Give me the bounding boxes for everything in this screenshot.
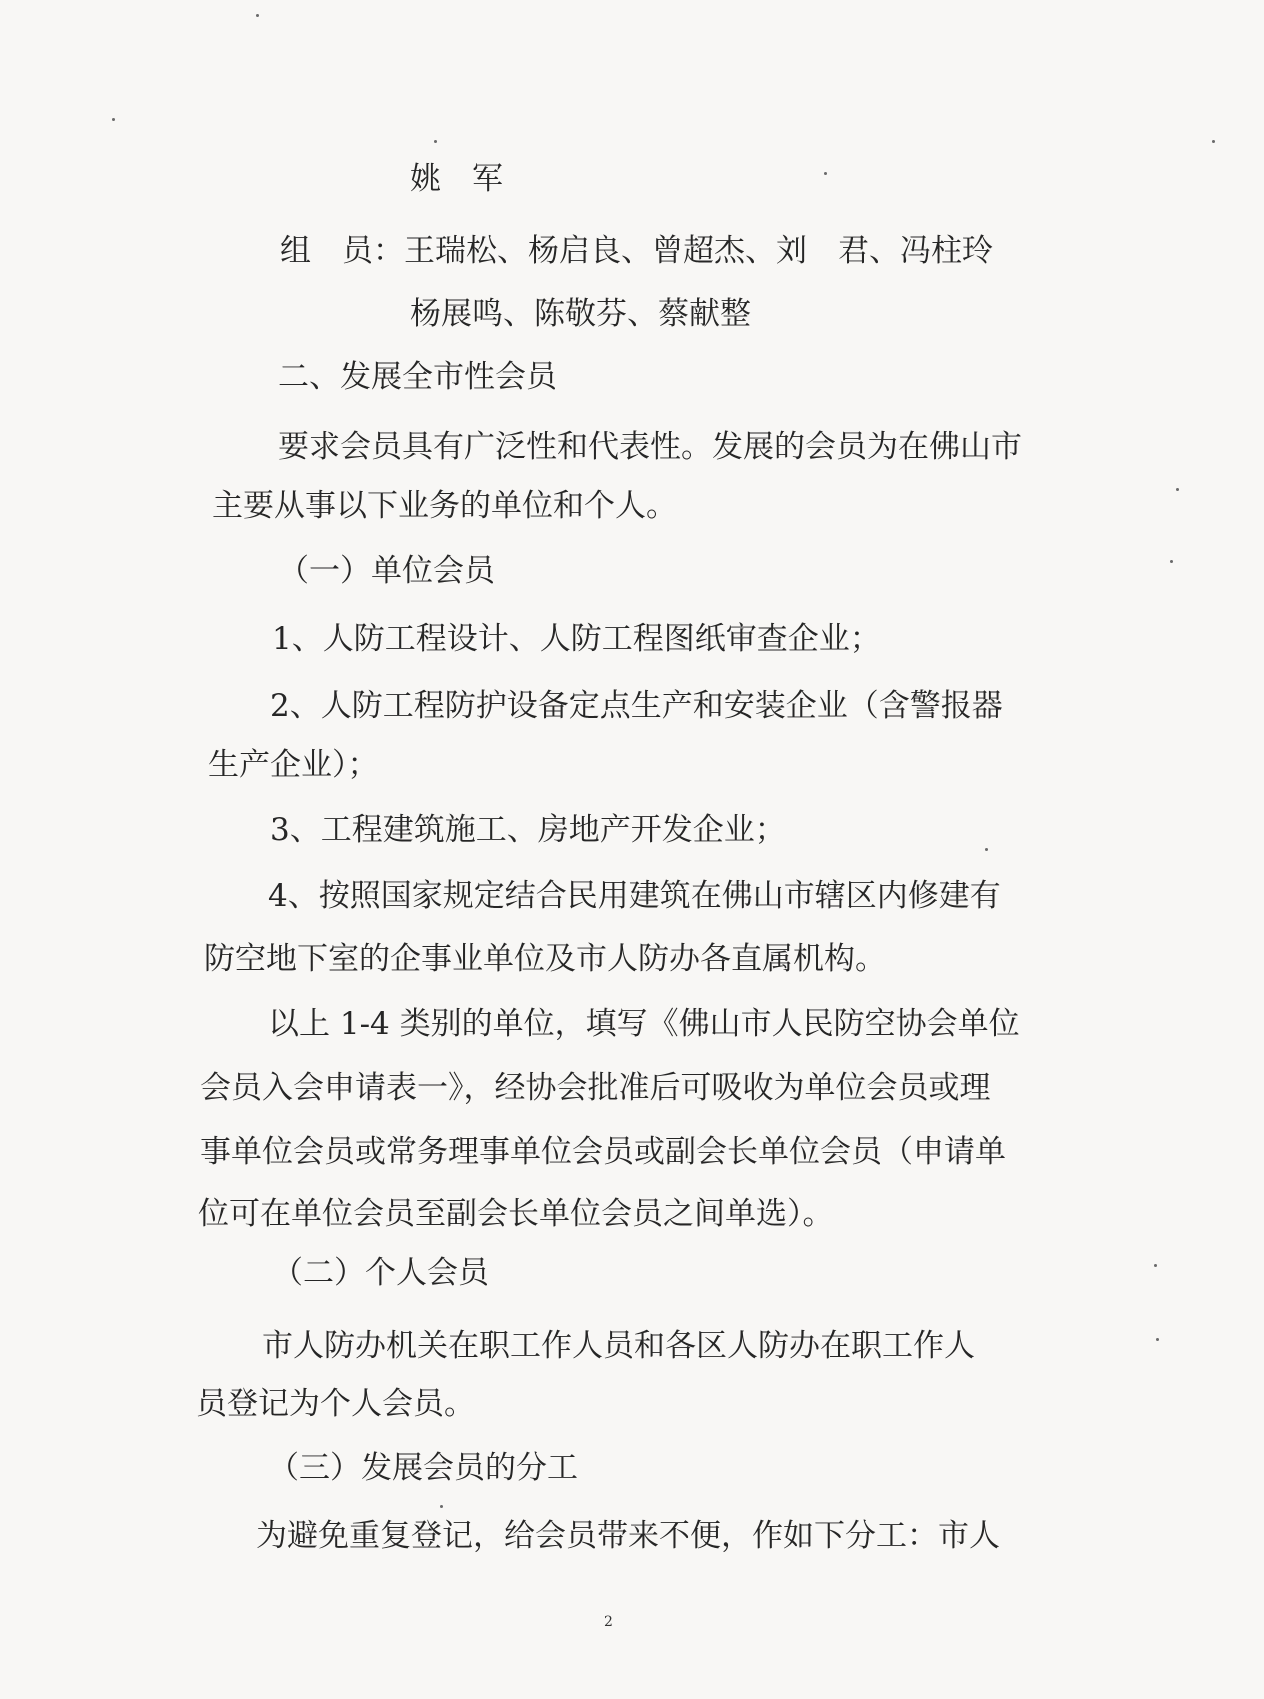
scan-speck (1176, 488, 1179, 491)
scan-speck (1154, 1264, 1157, 1267)
scan-speck (985, 848, 988, 851)
scan-speck (1170, 560, 1173, 563)
text-line: 员登记为个人会员。 (196, 1386, 475, 1422)
scan-speck (434, 140, 437, 143)
section-heading: 二、发展全市性会员 (278, 359, 557, 395)
text-line: 杨展鸣、陈敬芬、蔡献整 (410, 296, 751, 332)
text-line: 为避免重复登记，给会员带来不便，作如下分工：市人 (256, 1518, 1000, 1554)
text-line: 位可在单位会员至副会长单位会员之间单选）。 (198, 1196, 834, 1232)
text-line: 事单位会员或常务理事单位会员或副会长单位会员（申请单 (200, 1134, 1006, 1170)
text-line: 组 员：王瑞松、杨启良、曾超杰、刘 君、冯柱玲 (280, 233, 993, 269)
subsection-heading: （一）单位会员 (278, 553, 495, 589)
list-item: 2、人防工程防护设备定点生产和安装企业（含警报器 (270, 688, 1003, 724)
list-item: 3、工程建筑施工、房地产开发企业； (270, 812, 786, 848)
subsection-heading: （三）发展会员的分工 (268, 1450, 578, 1486)
text-line: 会员入会申请表一》，经协会批准后可吸收为单位会员或理 (200, 1070, 991, 1106)
text-line: 姚 军 (410, 161, 503, 197)
scan-speck (1212, 140, 1215, 143)
text-line: 市人防办机关在职工作人员和各区人防办在职工作人 (262, 1328, 975, 1364)
scan-speck (112, 118, 115, 121)
text-line: 防空地下室的企事业单位及市人防办各直属机构。 (204, 941, 886, 977)
subsection-heading: （二）个人会员 (272, 1255, 489, 1291)
text-line: 要求会员具有广泛性和代表性。发展的会员为在佛山市 (278, 429, 1022, 465)
page-number: 2 (604, 1614, 613, 1630)
scan-speck (256, 14, 259, 17)
list-item: 4、按照国家规定结合民用建筑在佛山市辖区内修建有 (268, 878, 1001, 914)
scan-speck (440, 1505, 443, 1508)
text-line: 主要从事以下业务的单位和个人。 (212, 488, 677, 524)
scan-speck (1156, 1338, 1159, 1341)
list-item: 1、人防工程设计、人防工程图纸审查企业； (272, 621, 881, 657)
text-line: 以上 1-4 类别的单位，填写《佛山市人民防空协会单位 (268, 1006, 1020, 1042)
text-line: 生产企业）； (208, 747, 379, 783)
scan-speck (824, 172, 827, 175)
